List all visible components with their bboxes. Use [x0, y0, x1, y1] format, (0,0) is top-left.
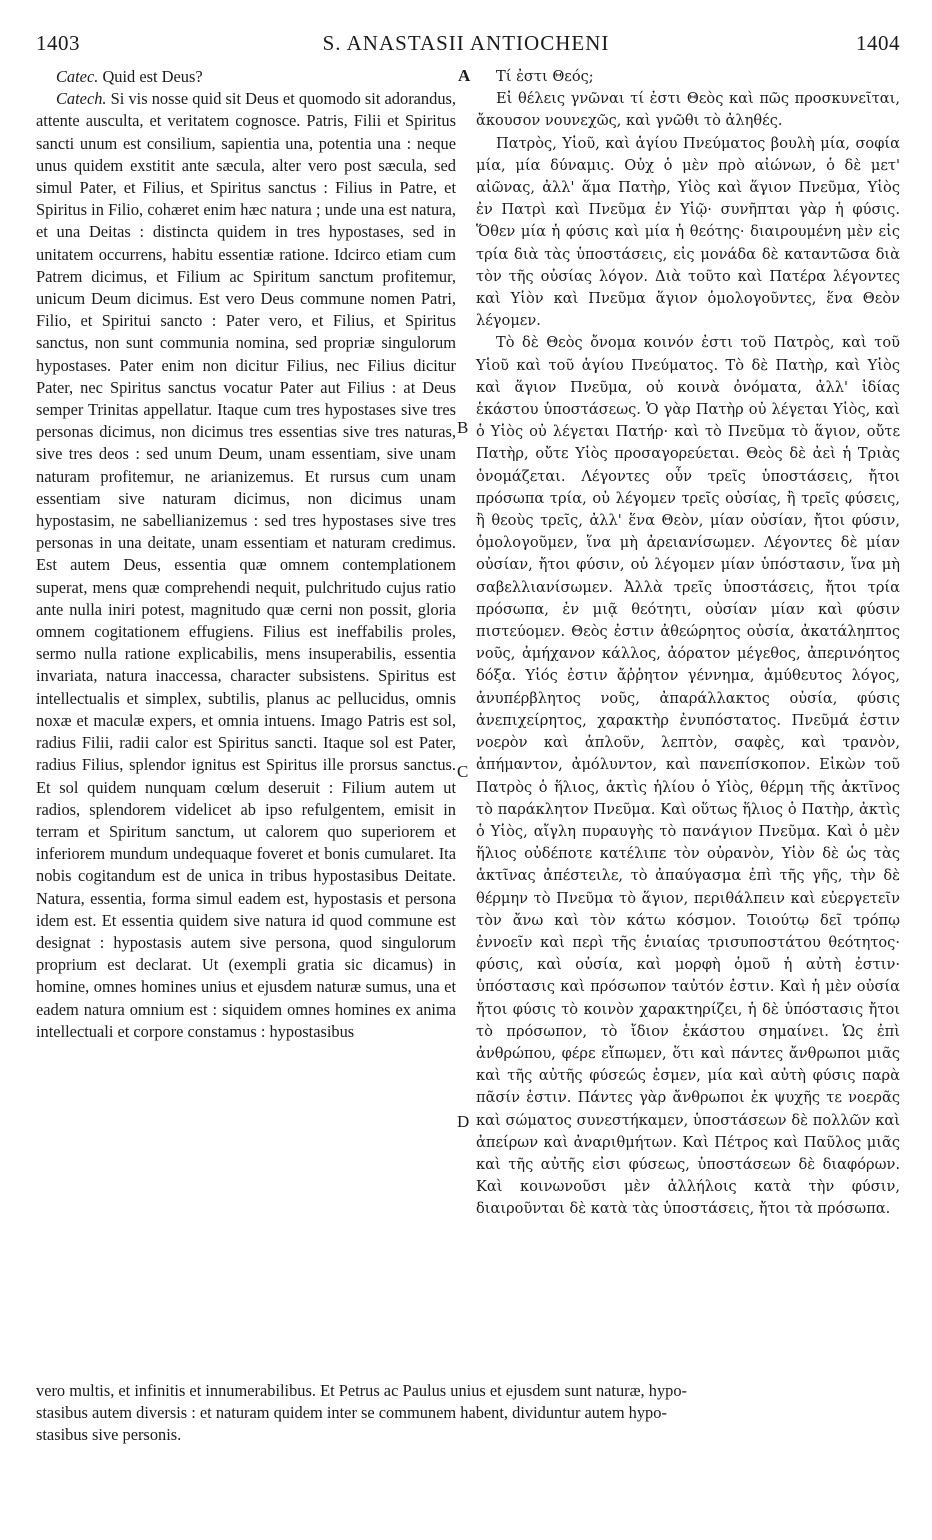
right-column-number: 1404	[856, 31, 900, 55]
greek-paragraph-2: Πατρὸς, Υἱοῦ, καὶ ἁγίου Πνεύματος βουλὴ μία, σοφία μία, μία δύναμις. Οὐχ ὁ μὲν πρὸ αἰώνων, ὁ δὲ μετ' αἰῶνας, ἀλλ' ἅμα Πατὴρ, Υἱὸς καὶ ἅγιον Πνεῦμα, Υἱὸς ἐν Πατρὶ καὶ Πνεῦμα ἐν Υἱῷ· συνῆπται γὰρ ἡ φύσις. Ὅθεν μία ἡ φύσις καὶ μία ἡ θεότης· διαιρουμένη μὲν εἰς τρία διὰ τὰς ὑποστάσεις, εἰς μονάδα δὲ καταντῶσα διὰ τὸν τῆς οὐσίας λόγον. Διὰ τοῦτο καὶ Πατέρα λέγοντες καὶ Υἱὸν καὶ Πνεῦμα ἅγιον ὁμολογοῦντες, ἕνα Θεὸν λέγομεν.	[476, 134, 900, 330]
latin-continuation-line-2: stasibus autem diversis : et naturam quidem inter se communem habent, dividuntur autem hypo-	[36, 1403, 667, 1423]
latin-column	[36, 66, 456, 1043]
running-title: S. ANASTASII ANTIOCHENI	[322, 31, 610, 55]
latin-answer-speaker: Catech.	[56, 89, 107, 109]
latin-continuation-line-3: stasibus sive personis.	[36, 1425, 182, 1445]
greek-paragraph-1: Εἰ θέλεις γνῶναι τί ἐστι Θεὸς καὶ πῶς προσκυνεῖται, ἄκουσον νουνεχῶς, καὶ γνῶθι τὸ ἀληθές.	[476, 90, 900, 130]
section-marker-c: C	[457, 762, 469, 781]
latin-continuation	[36, 1380, 902, 1447]
latin-continuation-line-1: vero multis, et infinitis et innumerabilibus. Et Petrus ac Paulus unius et ejusdem sunt naturæ, hypo-	[36, 1381, 687, 1400]
latin-answer-text: Si vis nosse quid sit Deus et quomodo sit adorandus, attente ausculta, et veritatem cognosce. Patris, Filii et Spiritus sancti unum est consilium, sapientia una, potentia una : neque unus quidem exstitit ante sæcula, alter vero post sæcula, sed simul Pater, et Filius, et Spiritus sanctus : Filius in Patre, et Spiritus in Filio, cohæret enim hæc natura ; unde una est natura, et una Deitas : distincta quidem in tres hypostases, sed in unitatem occurrens, habitu essentiæ ratione. Idcirco etiam cum Patrem dicimus, et Filium ac Spiritum sanctum profitemur, unicum Deum dicimus. Est vero Deus commune nomen Patri, Filio, et Spiritui sancto : Pater vero, et Filius, et Spiritus sanctus, non sunt communia nomina, sed propriæ singulorum hypostases. Pater enim non dicitur Filius, nec Filius dicitur Pater, nec Spiritus sanctus vocatur Pater aut Filius : at Deus semper Trinitas appellatur. Itaque cum tres hypostases sive tres personas dicimus, non dicimus tres essentias sive tres naturas, sive tres deos : sed unum Deum, unam essentiam, sive unam naturam profitemur, ne arianizemus. Et rursus cum unam essentiam sive naturam dicimus, non dicimus unam hypostasim, ne sabellianizemus : sed tres hypostases sive tres personas in una deitate, unam essentiam et naturam credimus. Est autem Deus, essentia quæ omnem contemplationem superat, mens quæ comprehendi nequit, pulchritudo cujus ratio ante nulla iniri potest, magnitudo quæ cerni non possit, gloria omnem cogitationem effugiens. Filius est ineffabilis proles, sermo nulla ratione explicabilis, mens insuperabilis, essentia invariata, natura inaccessa, character subsistens. Spiritus est intellectualis et simplex, subtilis, planus ac pellucidus, omnis noxæ et maculæ expers, et omnia intuens. Imago Patris est sol, radius Filii, radii calor est Spiritus sancti. Itaque sol est Pater, radius Filius, splendor ignitus est Spiritus ille prorsus sanctus. Et sol quidem nunquam cœlum deseruit : Filium autem ut radios, splendorem videlicet ab ipso refulgentem, emisit in terram et Spiritum sanctum, ut calorem quo superiorem et inferiorem mundum undequaque foveret et bonis cumularet. Ita nobis cogitandum est de unica in tribus hypostasibus Deitate. Natura, essentia, forma simul eadem est, hypostasis et persona idem est. Et essentia quidem sive natura id quod commune est designat : hypostasis autem sive persona, quod singulorum proprium est declarat. Ut (exempli gratia sic dicamus) in homine, omnes homines unius et ejusdem naturæ sumus, una et eadem natura omnium est : siquidem omnes homines ex anima intellectuali et corpore constamus : hypostasibus	[36, 89, 456, 1041]
section-marker-a: A	[458, 66, 471, 85]
section-marker-d: D	[457, 1112, 470, 1131]
latin-answer	[36, 88, 456, 1043]
section-marker-b: B	[457, 418, 469, 437]
greek-paragraph-3: Τὸ δὲ Θεὸς ὄνομα κοινόν ἐστι τοῦ Πατρὸς, καὶ τοῦ Υἱοῦ καὶ τοῦ ἁγίου Πνεύματος. Τὸ δὲ Πατὴρ, καὶ Υἱὸς καὶ ἅγιον Πνεῦμα, οὐ κοινὰ ὀνόματα, ἀλλ' ἰδίας ἑκάστου ὑποστάσεως. Ὁ γὰρ Πατὴρ οὐ λέγεται Υἱὸς, καὶ ὁ Υἱὸς οὐ λέγεται Πατήρ· καὶ τὸ Πνεῦμα τὸ ἅγιον, οὔτε Πατὴρ, οὔτε Υἱὸς προσαγορεύεται. Θεὸς δὲ ἀεὶ ἡ Τριὰς ὀνομάζεται. Λέγοντες οὖν τρεῖς ὑποστάσεις, ἤτοι πρόσωπα τρία, οὐ λέγομεν τρεῖς οὐσίας, ἢ τρεῖς φύσεις, ἢ θεοὺς τρεῖς, ἀλλ' ἕνα Θεὸν, μίαν οὐσίαν, ἤτοι φύσιν, ὁμολογοῦμεν, ἵνα μὴ ἀρειανίσωμεν. Λέγοντες δὲ μίαν οὐσίαν, ἤτοι φύσιν, οὐ λέγομεν μίαν ὑπόστασιν, ἵνα μὴ σαβελλιανίσωμεν. Ἀλλὰ τρεῖς ὑποστάσεις, ἤτοι τρία πρόσωπα, ἐν μιᾷ θεότητι, οὐσίαν μίαν καὶ φύσιν πιστεύομεν. Θεὸς ἐστιν ἀθεώρητος οὐσία, ἀκατάληπτος νοῦς, ἀμήχανον κάλλος, ἀόρατον μέγεθος, ἀπερινόητος δόξα. Υἱός ἐστιν ἄῤῥητον γέννημα, ἀμύθευτος λόγος, ἀνυπέρβλητος νοῦς, ἀπαράλλακτος οὐσία, φύσις ἀνεπιχείρητος, χαρακτὴρ ἐνυπόστατος. Πνεῦμά ἐστιν νοερὸν καὶ ἁπλοῦν, λεπτὸν, σαφὲς, καὶ τρανὸν, ἀπήμαντον, ἀμόλυντον, καὶ πανεπίσκοπον. Εἰκὼν τοῦ Πατρὸς ὁ ἥλιος, ἀκτὶς ἡλίου ὁ Υἱὸς, θέρμη τῆς ἀκτῖνος τὸ παράκλητον Πνεῦμα. Καὶ οὕτως ἥλιος ὁ Πατὴρ, ἀκτὶς ὁ Υἱὸς, αἴγλη πυραυγὴς τὸ πανάγιον Πνεῦμα. Καὶ ὁ μὲν ἥλιος οὐδέποτε κατέλιπε τὸν οὐρανὸν, Υἱὸν δὲ ὡς τὰς ἀκτῖνας ἀπέστειλε, τὸ ἀπαύγασμα ἐπὶ τῆς γῆς, τὴν δὲ θέρμην τὸ Πνεῦμα τὸ ἅγιον, περιθάλπειν καὶ εὐεργετεῖν τὸν ἄνω καὶ τὸν κάτω κόσμον. Τοιούτῳ δεῖ τρόπῳ ἐννοεῖν καὶ περὶ τῆς ἑνιαίας τρισυποστάτου θεότητος· φύσις, καὶ οὐσία, καὶ μορφὴ ὁμοῦ ἡ αὐτὴ ἐστιν· ὑπόστασις καὶ πρόσωπον ταὐτόν ἐστιν. Καὶ ἡ μὲν οὐσία ἤτοι φύσις τὸ κοινὸν χαρακτηρίζει, ἡ δὲ ὑπόστασις ἤτοι τὸ πρόσωπον, τὸ ἴδιον ἑκάστου σημαίνει. Ὡς ἐπὶ ἀνθρώπου, φέρε εἴπωμεν, ὅτι καὶ πάντες ἄνθρωποι μιᾶς καὶ τῆς αὐτῆς φύσεώς ἐσμεν, μία καὶ αὐτὴ φύσις παρὰ πᾶσίν ἐστιν. Πάντες γὰρ ἄνθρωποι ἐκ ψυχῆς τε νοερᾶς καὶ σώματος συνεστήκαμεν, ὑποστάσεων δὲ πολλῶν καὶ ἀπείρων καὶ ἀναριθμήτων. Καὶ Πέτρος καὶ Παῦλος μιᾶς καὶ τῆς αὐτῆς εἰσι φύσεως, ὑποστάσεων δὲ διαφόρων. Καὶ κοινωνοῦσι μὲν ἀλλήλοις κατὰ τὴν φύσιν, διαιροῦνται δὲ κατὰ τὰς ὑποστάσεις, ἤτοι τὰ πρόσωπα.	[476, 334, 900, 1218]
latin-question-text: Quid est Deus?	[102, 67, 203, 86]
left-column-number: 1403	[36, 31, 80, 55]
greek-question: Τί ἐστι Θεός;	[496, 68, 594, 85]
latin-question-speaker: Catec.	[56, 67, 99, 86]
latin-question	[36, 66, 456, 88]
greek-column	[476, 66, 900, 1221]
